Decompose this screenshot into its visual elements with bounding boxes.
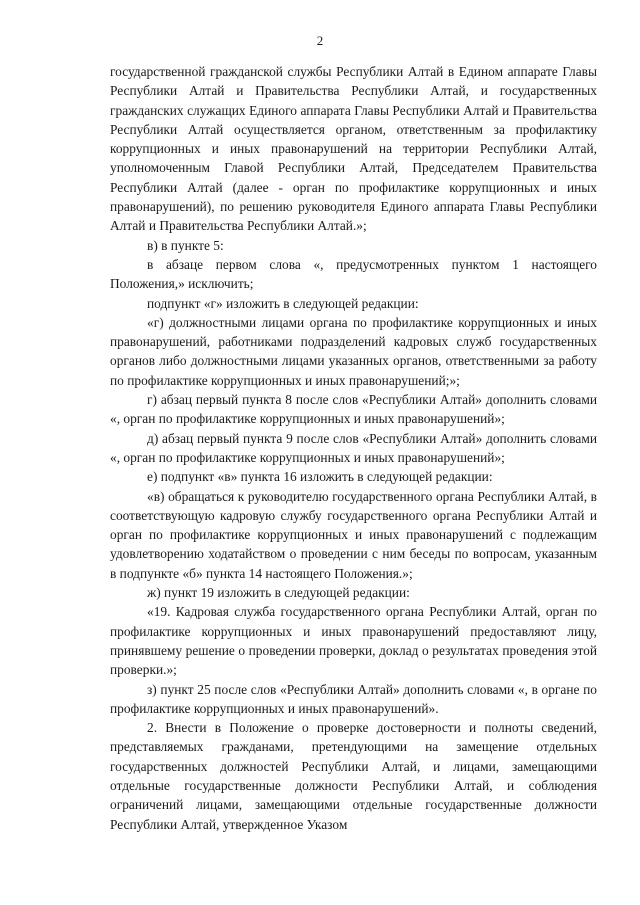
paragraph-item-e: е) подпункт «в» пункта 16 изложить в следующей редакции: <box>147 469 493 485</box>
paragraph-continuation: государственной гражданской службы Республики Алтай в Едином аппарате Главы Республики Алтай и Правительства Республики Алтай, и государственных гражданских служащих Единого аппарата Главы Республики Алтай и Правительства Республики Алтай осуществляется органом, ответственным за профилактику коррупционных и иных правонарушений на территории Республики Алтай, уполномоченным Главой Республики Алтай, Председателем Правительства Республики Алтай (далее - орган по профилактике коррупционных и иных правонарушений), по решению руководителя Единого аппарата Главы Республики Алтай и Правительства Республики Алтай.»; <box>110 64 597 234</box>
paragraph: подпункт «г» изложить в следующей редакции: <box>147 295 419 311</box>
paragraph-quote: «г) должностными лицами органа по профилактике коррупционных и иных правонарушений, работниками подразделений кадровых служб государственных органов либо должностными лицами указанных органов, ответственными за работу по профилактике коррупционных и иных правонарушений;»; <box>110 314 597 388</box>
paragraph-item-z: з) пункт 25 после слов «Республики Алтай» дополнить словами «, в органе по профилактике коррупционных и иных правонарушений». <box>110 681 597 716</box>
paragraph-item-g: г) абзац первый пункта 8 после слов «Республики Алтай» дополнить словами «, орган по профилактике коррупционных и иных правонарушений»; <box>110 392 597 427</box>
paragraph-section-2: 2. Внести в Положение о проверке достоверности и полноты сведений, представляемых гражданами, претендующими на замещение отдельных государственных должностей Республики Алтай, и лицами, замещающими отдельные государственные должности Республики Алтай, и соблюдения ограничений лицами, замещающими отдельные государственные должности Республики Алтай, утвержденное Указом <box>110 720 597 832</box>
paragraph-quote: «в) обращаться к руководителю государственного органа Республики Алтай, в соответствующую кадровую службу государственного органа Республики Алтай и орган по профилактике коррупционных и иных правонарушений с подлежащим удовлетворению ходатайством о проведении с ним беседы по вопросам, указанным в подпункте «б» пункта 14 настоящего Положения.»; <box>110 488 597 581</box>
paragraph-item-d: д) абзац первый пункта 9 после слов «Республики Алтай» дополнить словами «, орган по профилактике коррупционных и иных правонарушений»; <box>110 430 597 465</box>
document-body <box>110 62 597 834</box>
paragraph: в абзаце первом слова «, предусмотренных пунктом 1 настоящего Положения,» исключить; <box>110 256 597 292</box>
paragraph-item-v: в) в пункте 5: <box>147 237 224 253</box>
paragraph-quote: «19. Кадровая служба государственного органа Республики Алтай, орган по профилактике коррупционных и иных правонарушений предоставляют лицу, принявшему решение о проведении проверки, доклад о результатах проведения этой проверки.»; <box>110 604 597 678</box>
page-number: 2 <box>316 33 324 48</box>
paragraph-item-zh: ж) пункт 19 изложить в следующей редакции: <box>147 585 410 601</box>
